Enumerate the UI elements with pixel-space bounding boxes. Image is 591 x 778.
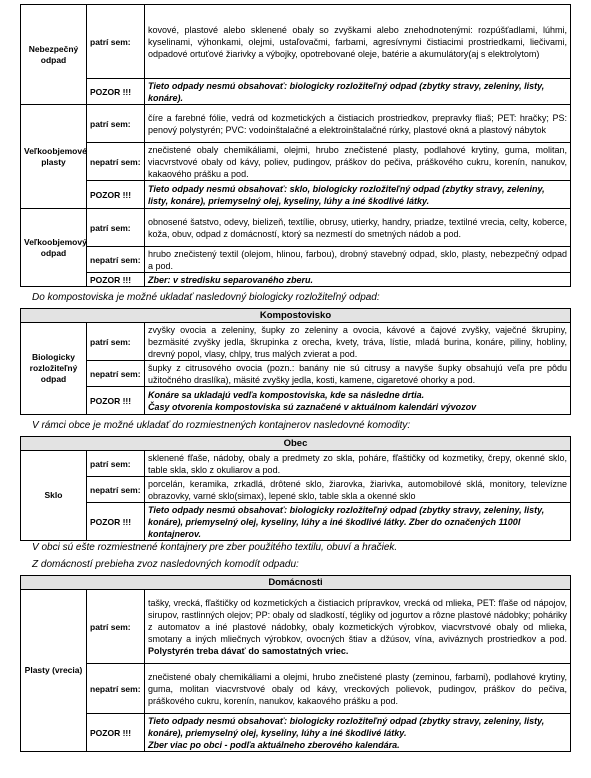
- warning-text: Tieto odpady nesmú obsahovať: biologicky rozložiteľný odpad (zbytky stravy, zeleniny, listy, konáre).: [145, 79, 571, 105]
- table-row: [21, 714, 571, 752]
- warning-text: [145, 714, 571, 752]
- row-label: POZOR !!!: [87, 181, 145, 209]
- row-text: znečistené obaly chemikáliami, olejmi, hrubo znečistené plasty, podlahové krytiny, guma, molitan, viacvrstvové obaly od kávy, poliev, pudingov, práškov do pečiva, práškového cukru, korenín, nanukov, kakaového prášku a pod.: [145, 143, 571, 181]
- row-label: POZOR !!!: [87, 79, 145, 105]
- row-text: číre a farebné fólie, vedrá od kozmetických a čistiacich prostriedkov, prepravky fliaš; PET: hračky; PS: penový polystyrén; PVC: vodoinštalačné a elektroinštalačné rúrky, plastové okná a plastový nábytok: [145, 105, 571, 143]
- table-row: [21, 79, 571, 105]
- row-text-bold: Polystyrén treba dávať do samostatných vriec.: [148, 645, 349, 656]
- waste-table-top: [20, 4, 571, 287]
- category-label: Veľkoobjemový odpad: [21, 209, 87, 287]
- warning-line: Konáre sa ukladajú vedľa kompostoviska, kde sa následne drtia.: [148, 389, 425, 400]
- section-note: Z domácností prebieha zvoz nasledovných komodít odpadu:: [32, 559, 299, 570]
- row-text: obnosené šatstvo, odevy, bielizeň, textílie, obrusy, utierky, handry, priadze, textilné vrecia, celty, koberce, koža, obuv, odpad z domácností, ktorý sa nezmestí do smetných nádob a pod.: [145, 209, 571, 247]
- category-label: Nebezpečný odpad: [21, 5, 87, 105]
- row-text: sklenené fľaše, nádoby, obaly a predmety zo skla, poháre, fľaštičky od kozmetiky, črepy, okenné sklo, table skla, sklo z okuliarov a pod.: [145, 451, 571, 477]
- table-header: Kompostovisko: [21, 309, 571, 323]
- row-label: patrí sem:: [87, 451, 145, 477]
- category-label: Plasty (vrecia): [21, 590, 87, 752]
- row-label: patrí sem:: [87, 590, 145, 664]
- table-row: [21, 143, 571, 181]
- glass-table: [20, 436, 571, 541]
- row-label: nepatrí sem:: [87, 361, 145, 387]
- compost-table: [20, 308, 571, 415]
- warning-line: Zber viac po obci - podľa aktuálneho zberového kalendára.: [148, 739, 400, 750]
- warning-text: Zber: v stredisku separovaného zberu.: [145, 273, 571, 287]
- category-label: Sklo: [21, 451, 87, 541]
- table-header: Obec: [21, 437, 571, 451]
- table-row: [21, 451, 571, 477]
- row-text-main: tašky, vrecká, fľaštičky od kozmetických a čistiacich prípravkov, vrecká od mlieka, PET: fľaše od nápojov, sirupov, rastlinných olejov; PP: obaly od sladkostí, tégliky od jogurtov a rôzne plastové nádobky; poháriky z automatov a iné plastové nádobky, obaly kozmetických výrobkov, viacvrstvové obaly od mlieka, smotany a iných mliečnych výrobkov, ovocných štiav a džúsov, vína, aviváznych prostriedkov a pod.: [148, 597, 567, 644]
- row-label: patrí sem:: [87, 105, 145, 143]
- row-text: znečistené obaly chemikáliami a olejmi, hrubo znečistené plasty (zeminou, farbami), podlahové krytiny, guma, molitan viacvrstvové obaly od kávy, vreckových polievok, pudingov, práškov do pečiva, práškového cukru, korenín, nanukov, kakaového prášku a pod.: [145, 664, 571, 714]
- table-row: [21, 361, 571, 387]
- row-label: POZOR !!!: [87, 714, 145, 752]
- document-page: [20, 4, 571, 752]
- row-text: porcelán, keramika, zrkadlá, drôtené sklo, žiarovka, žiarivka, automobilové sklá, monitory, televízne obrazovky, varné sklo(simax), lepené sklo, table skla a okenné sklo: [145, 477, 571, 503]
- row-label: nepatrí sem:: [87, 477, 145, 503]
- table-row: [21, 181, 571, 209]
- table-header-row: [21, 437, 571, 451]
- row-text: šupky z citrusového ovocia (pozn.: banány nie sú citrusy a navyše šupky obsahujú veľa pre pôdu užitočného draslíka), mäsité zvyšky jedla, kosti, kamene, cigaretové ohorky a pod.: [145, 361, 571, 387]
- section-note: Do kompostoviska je možné ukladať nasledovný biologicky rozložiteľný odpad:: [32, 292, 380, 303]
- table-row: [21, 247, 571, 273]
- table-header: Domácnosti: [21, 576, 571, 590]
- table-row: [21, 273, 571, 287]
- warning-line: Tieto odpady nesmú obsahovať: biologicky rozložiteľný odpad (zbytky stravy, zeleniny, listy, konáre), priemyselný olej, kyseliny, lúhy a iné škodlivé látky.: [148, 715, 545, 738]
- household-table: [20, 575, 571, 752]
- warning-text: Tieto odpady nesmú obsahovať: biologicky rozložiteľný odpad (zbytky stravy, zeleniny, listy, konáre), priemyselný olej, kyseliny, lúhy a iné škodlivé látky. Zber do označených 1100l kontajnerov.: [145, 503, 571, 541]
- table-header-row: [21, 576, 571, 590]
- table-row: [21, 105, 571, 143]
- warning-line: Časy otvorenia kompostoviska sú zaznačené v aktuálnom kalendári vývozov: [148, 401, 477, 412]
- row-text: kovové, plastové alebo sklenené obaly so zvyškami alebo znehodnotenými: rozpúšťadlami, lúhmi, kyselinami, výhonkami, olejmi, ustaľovačmi, farbami, agresívnymi čistiacimi prostriedkami, liečivami, odpadové ortuťové žiarivky a výbojky, opotrebované oleje, batérie a akumulátory(aj s elektrolytom): [145, 5, 571, 79]
- warning-text: [145, 387, 571, 415]
- table-row: [21, 664, 571, 714]
- row-label: patrí sem:: [87, 323, 145, 361]
- row-label: POZOR !!!: [87, 273, 145, 287]
- table-row: [21, 477, 571, 503]
- row-label: nepatrí sem:: [87, 143, 145, 181]
- table-row: [21, 503, 571, 541]
- row-text: zvyšky ovocia a zeleniny, šupky zo zeleniny a ovocia, kávové a čajové zvyšky, vaječné škrupiny, bezmäsité zvyšky jedla, škrupinka z orecha, kvety, tráva, lístie, mladá burina, konáre, piliny, hobliny, drevný popol, vlasy, chlpy, trus malých zvierat a pod.: [145, 323, 571, 361]
- table-row: [21, 323, 571, 361]
- section-note: V rámci obce je možné ukladať do rozmiestnených kontajnerov nasledovné komodity:: [32, 420, 411, 431]
- row-label: nepatrí sem:: [87, 664, 145, 714]
- row-text: [145, 590, 571, 664]
- row-label: POZOR !!!: [87, 387, 145, 415]
- row-label: nepatrí sem:: [87, 247, 145, 273]
- table-row: [21, 209, 571, 247]
- row-label: POZOR !!!: [87, 503, 145, 541]
- table-row: [21, 590, 571, 664]
- warning-text: Tieto odpady nesmú obsahovať: sklo, biologicky rozložiteľný odpad (zbytky stravy, zeleniny, listy, konáre), priemyselný olej, kyseliny, lúhy a iné škodlivé látky.: [145, 181, 571, 209]
- category-label: Biologicky rozložiteľný odpad: [21, 323, 87, 415]
- table-row: [21, 387, 571, 415]
- table-header-row: [21, 309, 571, 323]
- row-label: patrí sem:: [87, 5, 145, 79]
- table-row: [21, 5, 571, 79]
- row-text: hrubo znečistený textil (olejom, hlinou, farbou), drobný stavebný odpad, sklo, plasty, nebezpečný odpad a pod.: [145, 247, 571, 273]
- category-label: Veľkoobjemové plasty: [21, 105, 87, 209]
- section-note: V obci sú ešte rozmiestnené kontajnery pre zber použitého textilu, obuví a hračiek.: [32, 542, 398, 553]
- row-label: patrí sem:: [87, 209, 145, 247]
